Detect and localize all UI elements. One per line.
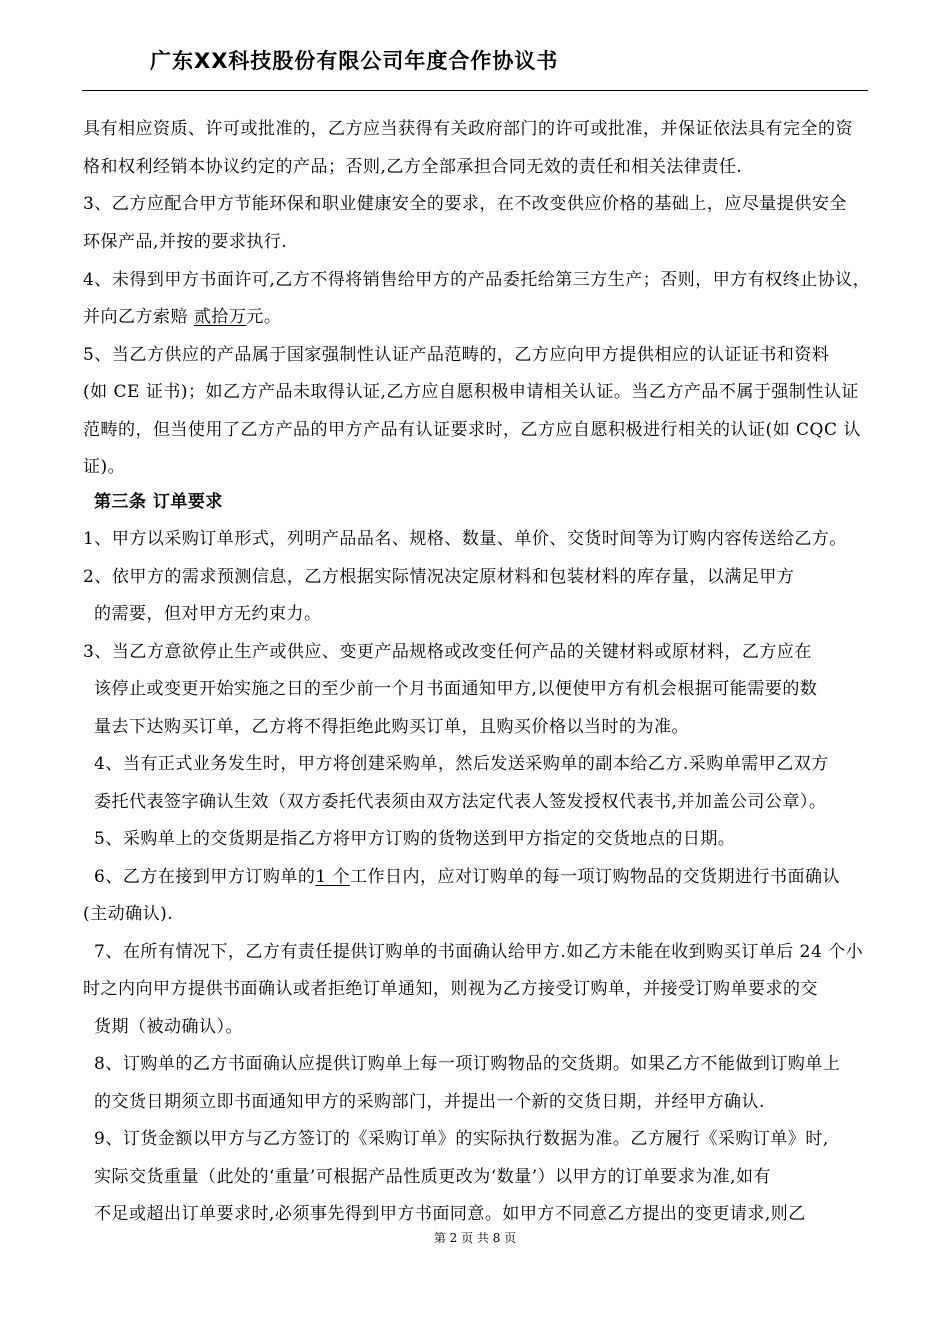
text-line: 的需要，但对甲方无约束力。 [94,604,322,624]
text-line: 委托代表签字确认生效（双方委托代表须由双方法定代表人签发授权代表书,并加盖公司公章）。 [94,792,827,812]
text-line [83,305,281,329]
text-line: 不足或超出订单要求时,必须事先得到甲方书面同意。如甲方不同意乙方提出的变更请求,则乙 [94,1204,806,1224]
text-line: 量去下达购买订单，乙方将不得拒绝此购买订单，且购买价格以当时的为准。 [94,717,689,737]
document-title: 广东XX科技股份有限公司年度合作协议书 [150,49,559,73]
text-line: 5、采购单上的交货期是指乙方将甲方订购的货物送到甲方指定的交货地点的日期。 [94,829,736,849]
text-line: 证)。 [83,457,126,477]
text-line: 该停止或变更开始实施之日的至少前一个月书面通知甲方,以便使甲方有机会根据可能需要的数 [94,679,818,699]
header-rule [82,90,868,91]
text-line: 1、甲方以采购订单形式，列明产品品名、规格、数量、单价、交货时间等为订购内容传送给乙方。 [83,529,847,549]
confirmation-days: 1 个 [315,867,351,887]
text-line: 范畴的，但当使用了乙方产品的甲方产品有认证要求时，乙方应自愿积极进行相关的认证(如 CQC 认 [83,420,861,440]
text-line: 实际交货重量（此处的‘重量’可根据产品性质更改为‘数量’）以甲方的订单要求为准,如有 [94,1167,772,1187]
text-line: 货期（被动确认）。 [94,1017,243,1037]
text-line: 7、在所有情况下，乙方有责任提供订购单的书面确认给甲方.如乙方未能在收到购买订单后 24 个小 [94,942,864,962]
text-line: 时之内向甲方提供书面确认或者拒绝订单通知，则视为乙方接受订购单，并接受订购单要求的交 [83,979,818,999]
text-line: 环保产品,并按的要求执行. [83,232,288,252]
section-heading: 第三条 订单要求 [94,492,223,512]
text-line [94,865,840,889]
text-line: 9、订货金额以甲方与乙方签订的《采购订单》的实际执行数据为准。乙方履行《采购订单》时, [94,1129,829,1149]
text-line: 4、未得到甲方书面许可,乙方不得将销售给甲方的产品委托给第三方生产；否则，甲方有权终止协议， [83,270,871,290]
text-line: 的交货日期须立即书面通知甲方的采购部门，并提出一个新的交货日期，并经甲方确认. [94,1092,765,1112]
compensation-amount: 贰拾万 [193,307,247,327]
text-line: 2、依甲方的需求预测信息，乙方根据实际情况决定原材料和包装材料的库存量，以满足甲方 [83,567,795,587]
text-line: (如 CE 证书)；如乙方产品未取得认证,乙方应自愿积极申请相关认证。当乙方产品不属于强制性认证 [83,382,859,402]
page-number: 第 2 页 共 8 页 [433,1231,517,1245]
text-line: 5、当乙方供应的产品属于国家强制性认证产品范畴的，乙方应向甲方提供相应的认证证书和资料 [83,345,830,365]
text-line: 具有相应资质、许可或批准的，乙方应当获得有关政府部门的许可或批准，并保证依法具有完全的资 [83,119,853,139]
text-line: 4、当有正式业务发生时，甲方将创建采购单，然后发送采购单的副本给乙方.采购单需甲乙双方 [94,754,829,774]
text-line: 3、乙方应配合甲方节能环保和职业健康安全的要求，在不改变供应价格的基础上，应尽量提供安全 [83,194,847,214]
text-segment: 工作日内，应对订购单的每一项订购物品的交货期进行书面确认 [350,867,841,887]
text-segment: 并向乙方索赔 [83,307,194,327]
text-segment: 元。 [246,307,282,327]
text-line: 8、订购单的乙方书面确认应提供订购单上每一项订购物品的交货期。如果乙方不能做到订购单上 [94,1054,841,1074]
text-line: 3、当乙方意欲停止生产或供应、变更产品规格或改变任何产品的关键材料或原材料，乙方应在 [83,642,812,662]
text-line: (主动确认). [83,904,174,924]
text-segment: 6、乙方在接到甲方订购单的 [94,867,316,887]
document-header [0,0,950,92]
text-line: 格和权利经销本协议约定的产品；否则,乙方全部承担合同无效的责任和相关法律责任. [83,157,743,177]
